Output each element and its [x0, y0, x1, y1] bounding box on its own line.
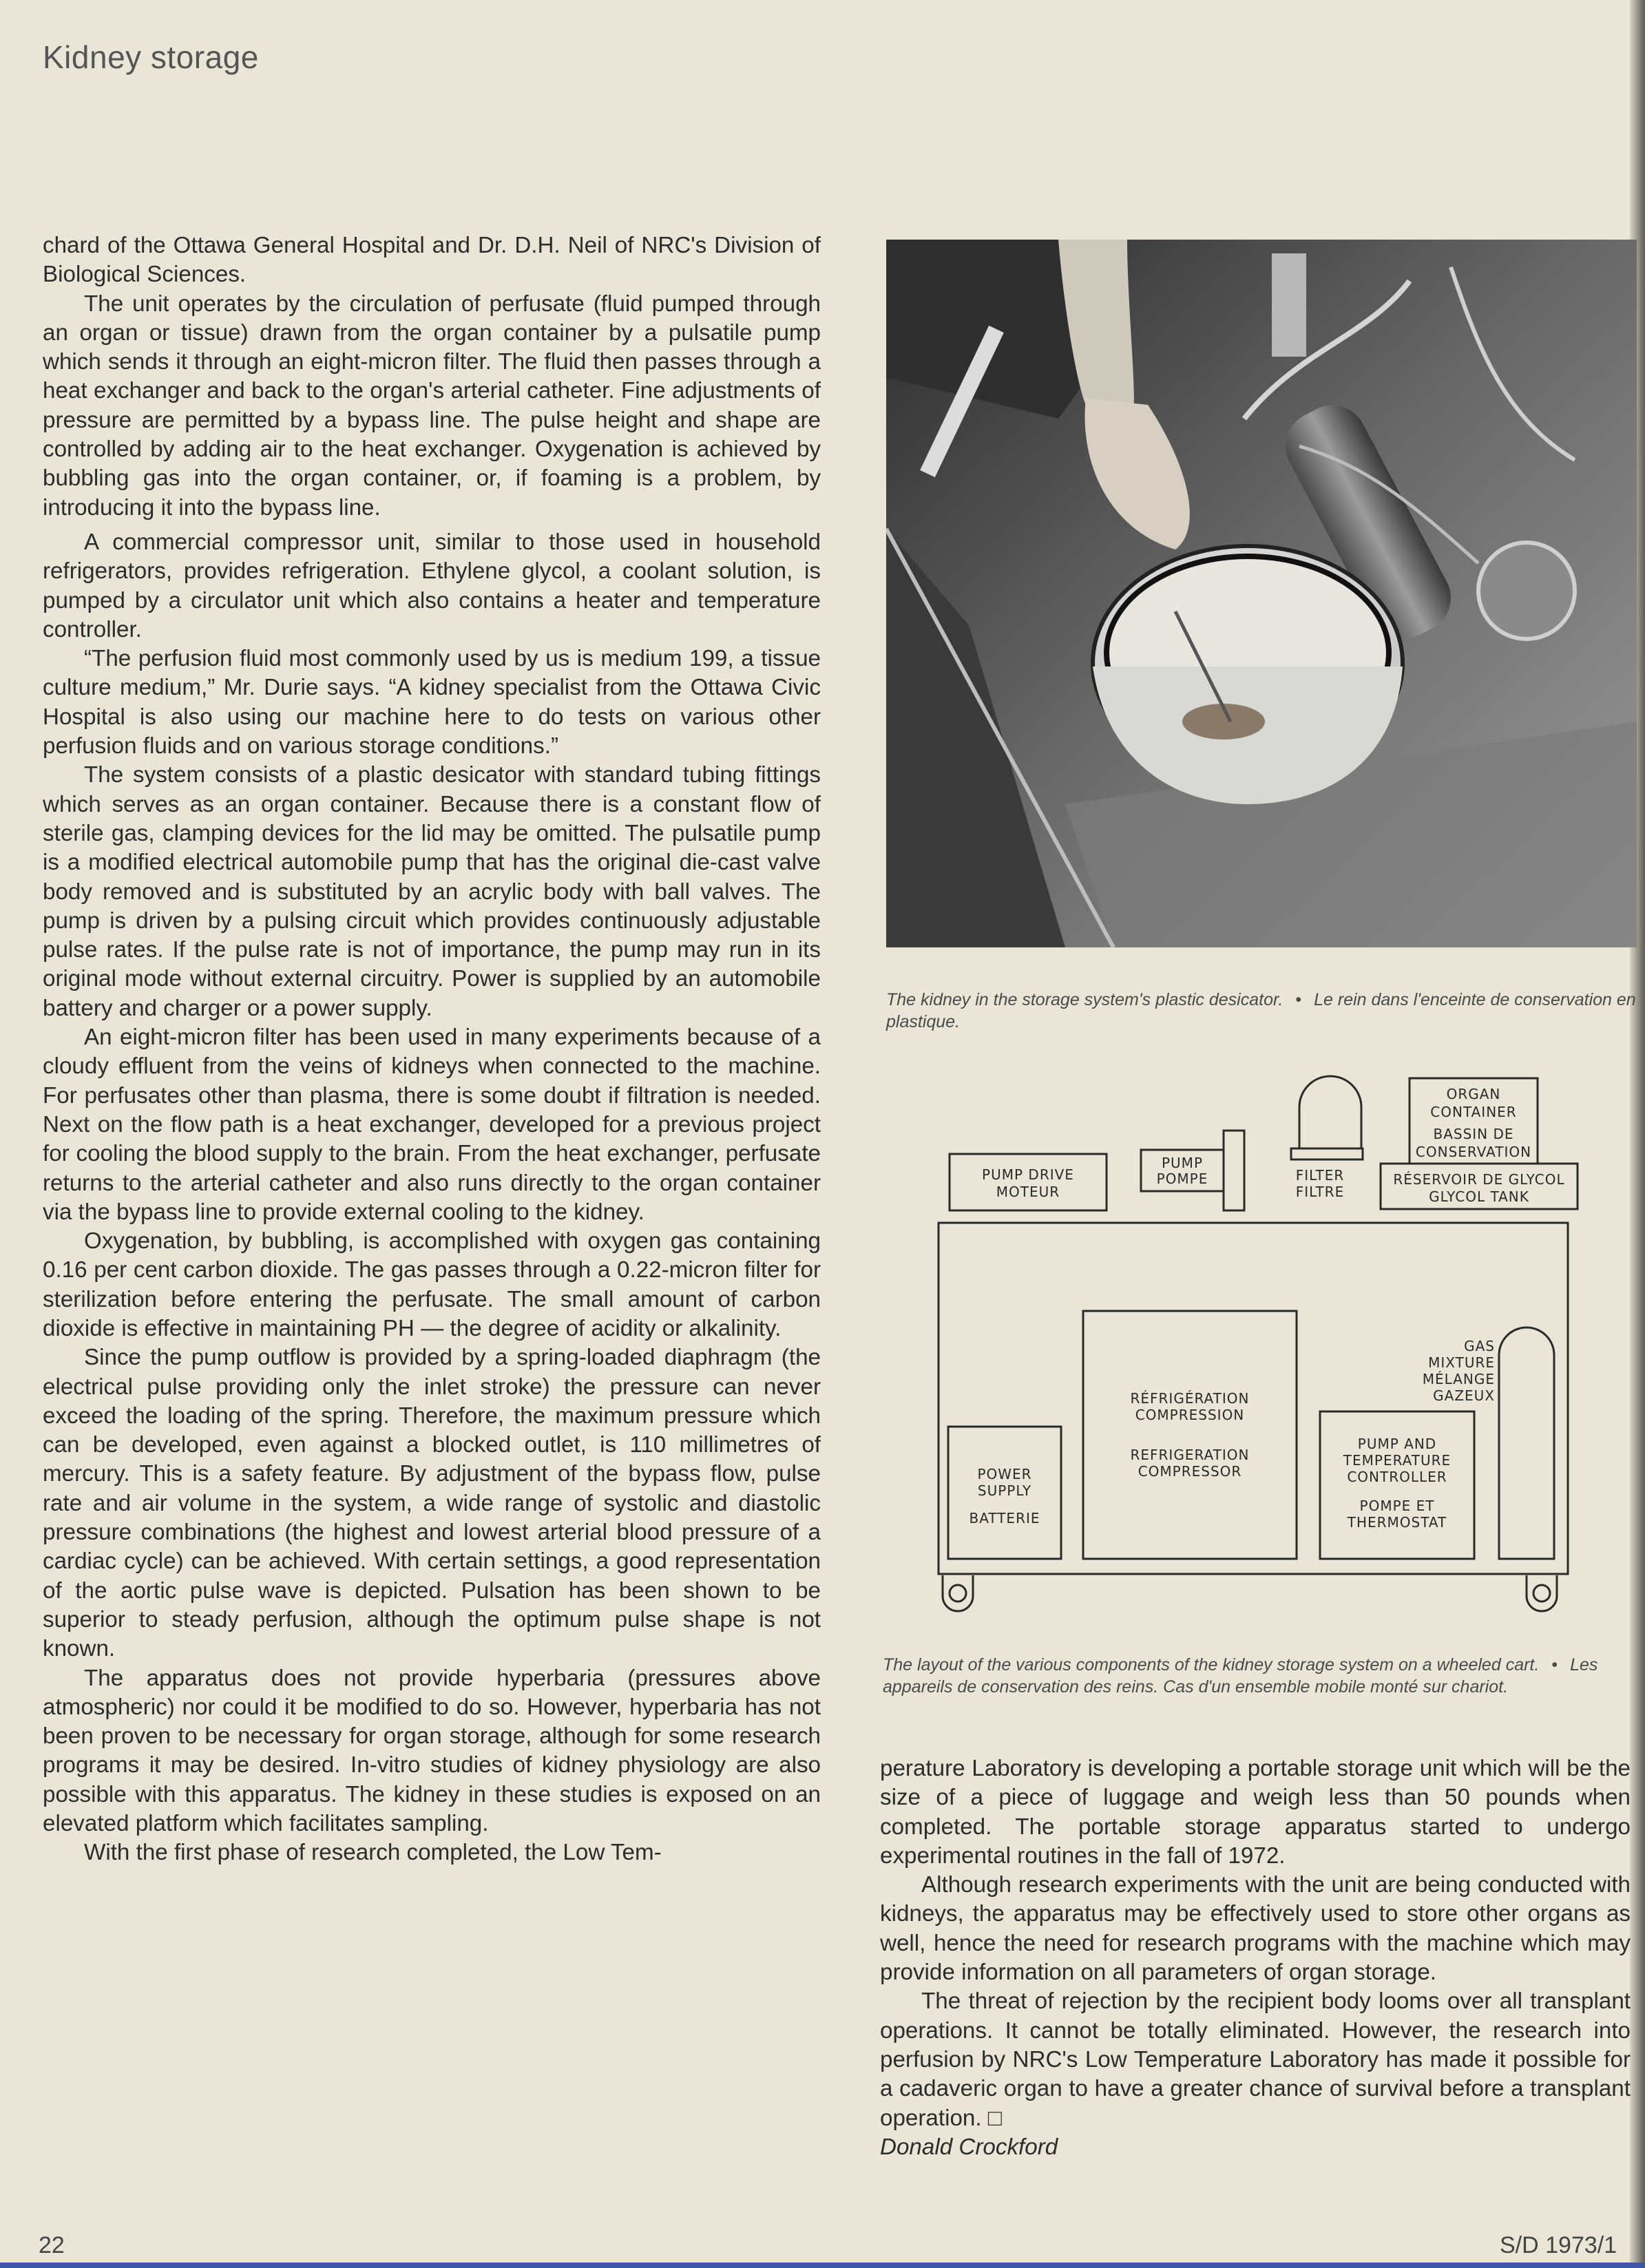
kidney-desicator-photo [886, 240, 1637, 947]
label-gazeux: GAZEUX [1433, 1387, 1495, 1404]
paragraph: The unit operates by the circulation of perfusate (fluid pumped through an organ or tissue) drawn from the organ container by a pulsatile pump which sends it through an eight-micron filter. The fluid then passes through a heat exchanger and back to the organ's arterial catheter. Fine adjustments of pressure are permitted by a bypass line. The pulse height and shape are controlled by adding air to the heat exchanger. Oxygenation is achieved by bubbling gas into the organ container, or, if foaming is a problem, by introducing it into the bypass line. [43, 291, 821, 521]
label-temperature: TEMPERATURE [1343, 1452, 1452, 1469]
label-conservation: CONSERVATION [1415, 1144, 1532, 1160]
label-filtre: FILTRE [1295, 1184, 1345, 1200]
byline: Donald Crockford [880, 2134, 1058, 2160]
label-compression: COMPRESSION [1135, 1407, 1245, 1423]
paragraph: The threat of rejection by the recipient body looms over all transplant operations. It cannot be totally eliminated. However, the research into perfusion by NRC's Low Temperature Laboratory has made it possible for a cadaveric organ to have a greater chance of survival before a transplant operation. □ [880, 1988, 1631, 2131]
label-reservoir-glycol: RÉSERVOIR DE GLYCOL [1393, 1171, 1565, 1188]
left-column [43, 231, 821, 1868]
label-container: CONTAINER [1430, 1104, 1517, 1120]
label-bassin-de: BASSIN DE [1433, 1126, 1514, 1142]
label-compressor: COMPRESSOR [1138, 1463, 1242, 1480]
label-glycol-tank: GLYCOL TANK [1429, 1188, 1529, 1205]
issue-label: S/D 1973/1 [1500, 2232, 1617, 2258]
paragraph: “The perfusion fluid most commonly used by us is medium 199, a tissue culture medium,” Mr. Durie says. “A kidney specialist from the Ottawa Civic Hospital is also using our machine here to do tests on various other perfusion fluids and on various storage conditions.” [43, 646, 821, 759]
label-controller: CONTROLLER [1347, 1469, 1447, 1485]
paragraph: Oxygenation, by bubbling, is accomplished with oxygen gas containing 0.16 per cent carbon dioxide. The gas passes through a 0.22-micron filter for sterilization before entering the perfusate. The small amount of carbon dioxide is effective in maintaining PH — the degree of acidity or alkalinity. [43, 1228, 821, 1341]
paragraph: An eight-micron filter has been used in many experiments because of a cloudy effluent from the veins of kidneys when connected to the machine. For perfusates other than plasma, there is some doubt if filtration is needed. Next on the flow path is a heat exchanger, developed for a previous project for cooling the blood supply to the brain. From the heat exchanger, perfusate returns to the arterial catheter and also runs directly to the organ container via the bypass line to provide external cooling to the kidney. [43, 1025, 821, 1225]
caption-bullet: • [1295, 990, 1302, 1009]
page-number: 22 [39, 2232, 65, 2258]
running-head: Kidney storage [43, 39, 259, 75]
paragraph: With the first phase of research completed, the Low Tem- [84, 1840, 662, 1866]
label-pump-and: PUMP AND [1357, 1436, 1437, 1452]
paragraph: perature Laboratory is developing a portable storage unit which will be the size of a piece of luggage and weigh less than 50 pounds when completed. The portable storage apparatus started to undergo experimental routines in the fall of 1972. [880, 1756, 1631, 1869]
paragraph: chard of the Ottawa General Hospital and Dr. D.H. Neil of NRC's Division of Biological Sciences. [43, 233, 821, 288]
label-organ: ORGAN [1446, 1086, 1501, 1102]
label-mixture: MIXTURE [1428, 1354, 1495, 1371]
label-pompe: POMPE [1156, 1170, 1208, 1187]
label-refrigeration-en: REFRIGERATION [1130, 1447, 1250, 1463]
label-refrigeration-fr: RÉFRIGÉRATION [1130, 1390, 1250, 1407]
label-pump: PUMP [1161, 1155, 1204, 1171]
bottom-band [0, 2262, 1645, 2268]
label-pump-drive: PUMP DRIVE [982, 1166, 1074, 1183]
label-moteur: MOTEUR [996, 1184, 1060, 1200]
label-gas: GAS [1464, 1338, 1495, 1354]
label-melange: MÉLANGE [1422, 1371, 1495, 1387]
label-pompe-et: POMPE ET [1359, 1498, 1435, 1514]
paragraph: The system consists of a plastic desicator with standard tubing fittings which serves as an organ container. Because there is a constant flow of sterile gas, clamping devices for the lid may be omitted. The pulsatile pump is a modified electrical automobile pump that has the original die-cast valve body removed and is substituted by an acrylic body with ball valves. The pump is driven by a pulsing circuit which provides continuously adjustable pulse rates. If the pulse rate is not of importance, the pump may run in its original mode without external circuitry. Power is supplied by an automobile battery and charger or a power supply. [43, 762, 821, 1021]
label-thermostat: THERMOSTAT [1347, 1514, 1447, 1531]
paragraph: A commercial compressor unit, similar to those used in household refrigerators, provides refrigeration. Ethylene glycol, a coolant solution, is pumped by a circulator unit which also contains a heater and temperature controller. [43, 529, 821, 642]
paragraph: The apparatus does not provide hyperbaria (pressures above atmospheric) nor could it be modified to do so. However, hyperbaria has not been proven to be necessary for organ storage, although for some research programs it may be desired. In-vitro studies of kidney physiology are also possible with this apparatus. The kidney in these studies is exposed on an elevated platform which facilitates sampling. [43, 1665, 821, 1837]
paragraph: Although research experiments with the unit are being conducted with kidneys, the apparatus may be effectively used to store other organs as well, hence the need for research programs with the machine which may provide information on all parameters of organ storage. [880, 1872, 1631, 1986]
right-column [880, 1754, 1631, 2162]
label-batterie: BATTERIE [969, 1510, 1040, 1526]
label-filter: FILTER [1295, 1167, 1345, 1184]
photo-caption-fr: Le rein dans l'enceinte de conservation en plastique. [886, 990, 1636, 1031]
photo-caption-en: The kidney in the storage system's plastic desicator. [886, 990, 1283, 1009]
label-supply: SUPPLY [977, 1482, 1032, 1499]
photo-caption [886, 989, 1637, 1033]
diagram-caption-fr: Les appareils de conservation des reins. Cas d'un ensemble mobile monté sur chariot. [883, 1655, 1598, 1697]
cart-layout-diagram [886, 1066, 1630, 1630]
caption-bullet: • [1551, 1655, 1558, 1674]
paragraph: Since the pump outflow is provided by a spring-loaded diaphragm (the electrical pulse providing only the inlet stroke) the pressure can never exceed the loading of the spring. Therefore, the maximum pressure which can be developed, even against a blocked outlet, is 110 millimetres of mercury. This is a safety feature. By adjustment of the bypass flow, pulse rate and air volume in the system, a wide range of systolic and diastolic pressure combinations (the highest and lowest arterial blood pressure of a cardiac cycle) can be achieved. With certain settings, a good representation of the aortic pulse wave is depicted. Pulsation has been shown to be superior to steady perfusion, although the optimum pulse shape is not known. [43, 1345, 821, 1662]
diagram-caption [883, 1654, 1633, 1698]
label-power: POWER [977, 1466, 1032, 1482]
diagram-caption-en: The layout of the various components of the kidney storage system on a wheeled cart. [883, 1655, 1540, 1674]
